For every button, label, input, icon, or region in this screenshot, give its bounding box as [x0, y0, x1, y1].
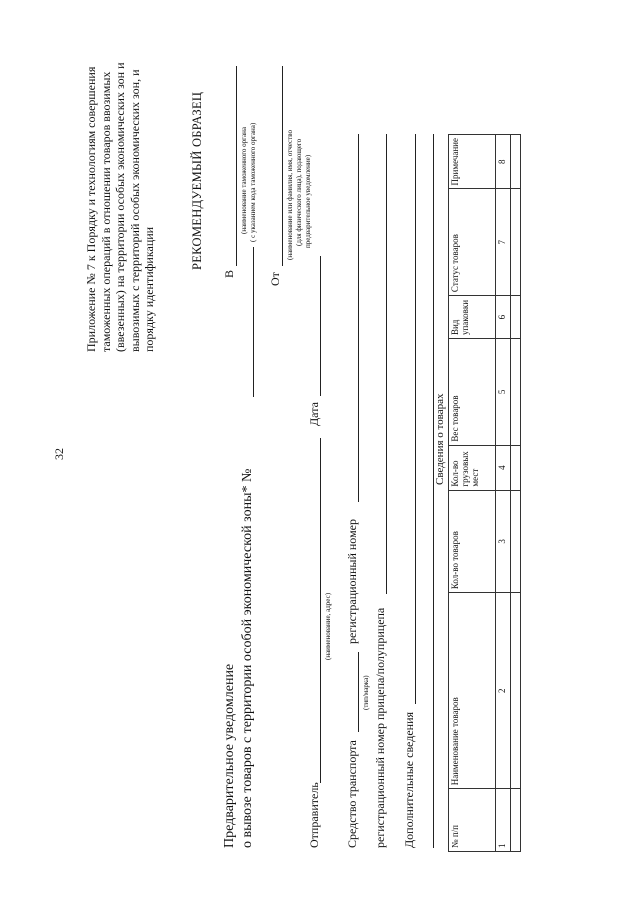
title-line-1: Предварительное уведомление [222, 663, 237, 848]
vehicle-label: Средство транспорта [345, 740, 359, 848]
vehicle-caption: (тип/марка) [362, 675, 370, 710]
additional-info-line-2 [433, 134, 434, 848]
goods-col-number-5: 5 [496, 339, 511, 446]
goods-blank-cell [511, 296, 521, 339]
notice-number-line [253, 247, 254, 397]
goods-blank-cell [511, 593, 521, 789]
to-caption-2: ( с указанием кода таможенного органа) [249, 122, 257, 242]
sender-caption: (наименование, адрес) [324, 592, 332, 660]
goods-col-number-2: 2 [496, 593, 511, 789]
sender-line [320, 438, 321, 783]
goods-col-number-7: 7 [496, 189, 511, 296]
goods-table-header-row [449, 135, 496, 852]
from-caption-1: (наименование или фамилия, имя, отчество [286, 130, 294, 260]
from-caption-3: предварительное уведомление) [304, 154, 312, 248]
trailer-reg-line [386, 134, 387, 594]
goods-table-caption: Сведения о товарах [434, 393, 446, 485]
annex-header: Приложение № 7 к Порядку и технологиям совершения таможенных операций в отношении товаров ввозимых (ввезенных) на территории особых экономических зон и вывозимых с территорий особых экономических зон, и порядку идентификации [84, 62, 156, 352]
goods-header-packaging: Вид упаковки [449, 296, 496, 339]
goods-header-quantity: Кол-во товаров [449, 490, 496, 593]
goods-col-number-3: 3 [496, 490, 511, 593]
to-caption-1: (наименование таможенного органа [240, 126, 248, 234]
to-line [236, 66, 237, 266]
goods-header-name: Наименование товаров [449, 593, 496, 789]
goods-blank-cell [511, 789, 521, 852]
trailer-reg-label: регистрационный номер прицепа/полуприцепа [373, 607, 387, 848]
goods-header-number: № п/п [449, 789, 496, 852]
recommended-sample-stamp: РЕКОМЕНДУЕМЫЙ ОБРАЗЕЦ [190, 91, 204, 270]
date-label: Дата [307, 402, 321, 426]
additional-info-label: Дополнительные сведения [402, 711, 416, 848]
goods-header-note: Примечание [449, 135, 496, 189]
goods-blank-cell [511, 189, 521, 296]
goods-header-weight: Вес товаров [449, 339, 496, 446]
goods-blank-cell [511, 490, 521, 593]
goods-blank-cell [511, 135, 521, 189]
goods-col-number-8: 8 [496, 135, 511, 189]
goods-blank-cell [511, 339, 521, 446]
from-label: От [268, 272, 282, 286]
goods-header-status: Статус товаров [449, 189, 496, 296]
vehicle-type-line [358, 652, 359, 732]
from-line [282, 66, 283, 266]
goods-table-blank-row [511, 135, 521, 852]
from-caption-2: (для физического лица), подающего [295, 138, 303, 246]
goods-blank-cell [511, 445, 521, 490]
goods-header-packages: Кол-во грузовых мест [449, 445, 496, 490]
goods-col-number-4: 4 [496, 445, 511, 490]
sender-label: Отправитель [307, 782, 321, 848]
page-number: 32 [52, 448, 66, 460]
goods-col-number-6: 6 [496, 296, 511, 339]
title-line-2: о вывозе товаров с территории особой экономической зоны* № [240, 468, 255, 848]
goods-col-number-1: 1 [496, 789, 511, 852]
reg-number-label: регистрационный номер [345, 519, 359, 644]
goods-table-number-row [496, 135, 511, 852]
to-label: В [222, 269, 236, 278]
goods-table [448, 134, 521, 852]
reg-number-line [358, 134, 359, 502]
additional-info-line-1 [415, 134, 416, 704]
date-line [320, 256, 321, 396]
